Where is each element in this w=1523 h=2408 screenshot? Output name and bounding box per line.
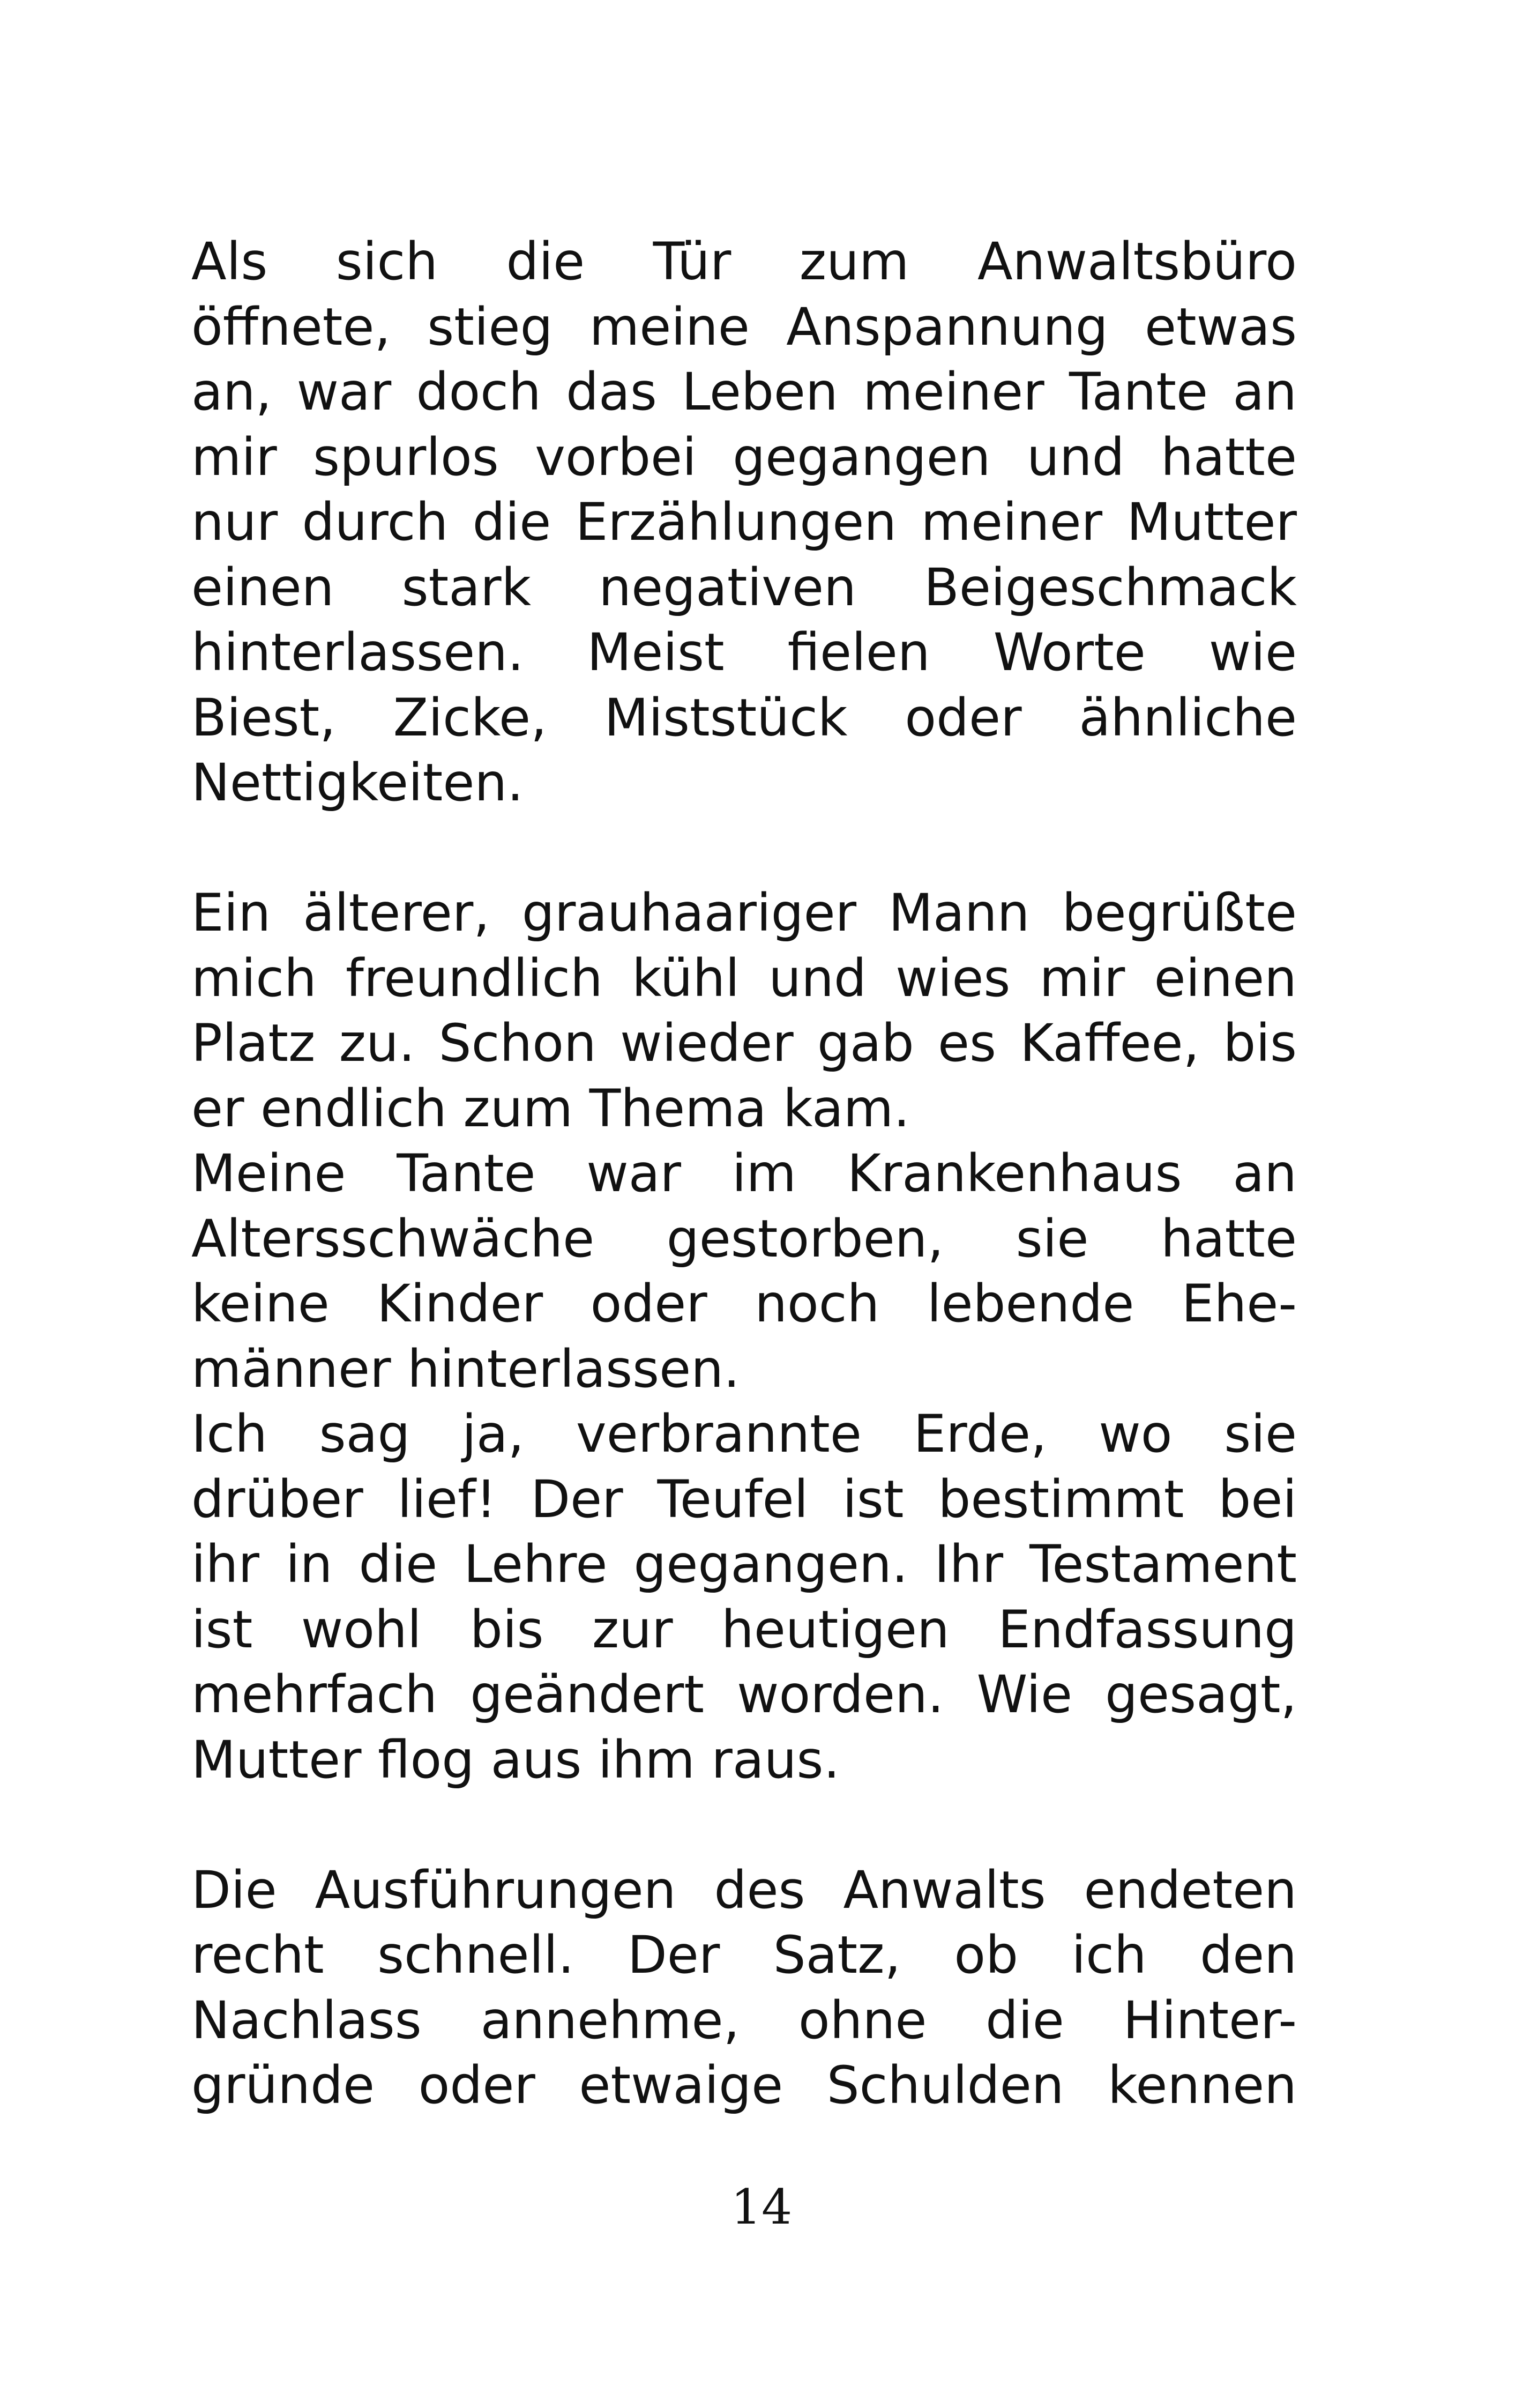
text-line: ist wohl bis zur heutigen Endfassung (191, 1599, 1297, 1660)
text-line: nur durch die Erzählungen meiner Mutter (191, 492, 1297, 552)
paragraph (191, 881, 1297, 1141)
text-line: einen stark negativen Beigeschmack (191, 557, 1297, 618)
paragraph-gap (191, 1793, 1297, 1858)
text-line: an, war doch das Leben meiner Tante an (191, 362, 1297, 422)
text-line: Die Ausführungen des Anwalts endeten (191, 1860, 1297, 1920)
paragraph-gap (191, 816, 1297, 881)
paragraph (191, 1858, 1297, 2119)
text-line: Ein älterer, grauhaariger Mann begrüßte (191, 883, 1297, 943)
text-line: Nachlass annehme, ohne die Hinter- (191, 1990, 1297, 2050)
text-line: Nettigkeiten. (191, 753, 524, 813)
text-line: Altersschwäche gestorben, sie hatte (191, 1208, 1297, 1269)
text-line: mich freundlich kühl und wies mir einen (191, 948, 1297, 1008)
text-line: keine Kinder oder noch lebende Ehe- (191, 1274, 1297, 1334)
paragraph (191, 229, 1297, 816)
text-line: Als sich die Tür zum Anwaltsbüro (191, 232, 1297, 292)
page-number: 14 (730, 2179, 793, 2235)
text-line: er endlich zum Thema kam. (191, 1078, 910, 1139)
text-line: gründe oder etwaige Schulden kennen (191, 2055, 1297, 2115)
text-line: hinterlassen. Meist fielen Worte wie (191, 622, 1297, 682)
text-line: männer hinterlassen. (191, 1339, 740, 1399)
text-line: öffnete, stieg meine Anspannung etwas (191, 296, 1297, 357)
body-text (191, 229, 1297, 2119)
text-line: ihr in die Lehre gegangen. Ihr Testament (191, 1534, 1297, 1594)
text-line: mir spurlos vorbei gegangen und hatte (191, 427, 1297, 487)
text-line: Meine Tante war im Krankenhaus an (191, 1143, 1297, 1203)
text-line: drüber lief! Der Teufel ist bestimmt bei (191, 1469, 1297, 1529)
text-line: Platz zu. Schon wieder gab es Kaffee, bis (191, 1013, 1297, 1073)
text-line: mehrfach geändert worden. Wie gesagt, (191, 1664, 1297, 1725)
text-line: recht schnell. Der Satz, ob ich den (191, 1925, 1297, 1985)
paragraph (191, 1402, 1297, 1793)
text-line: Biest, Zicke, Miststück oder ähnliche (191, 687, 1297, 748)
paragraph (191, 1141, 1297, 1402)
text-line: Ich sag ja, verbrannte Erde, wo sie (191, 1404, 1297, 1464)
text-line: Mutter flog aus ihm raus. (191, 1729, 840, 1790)
